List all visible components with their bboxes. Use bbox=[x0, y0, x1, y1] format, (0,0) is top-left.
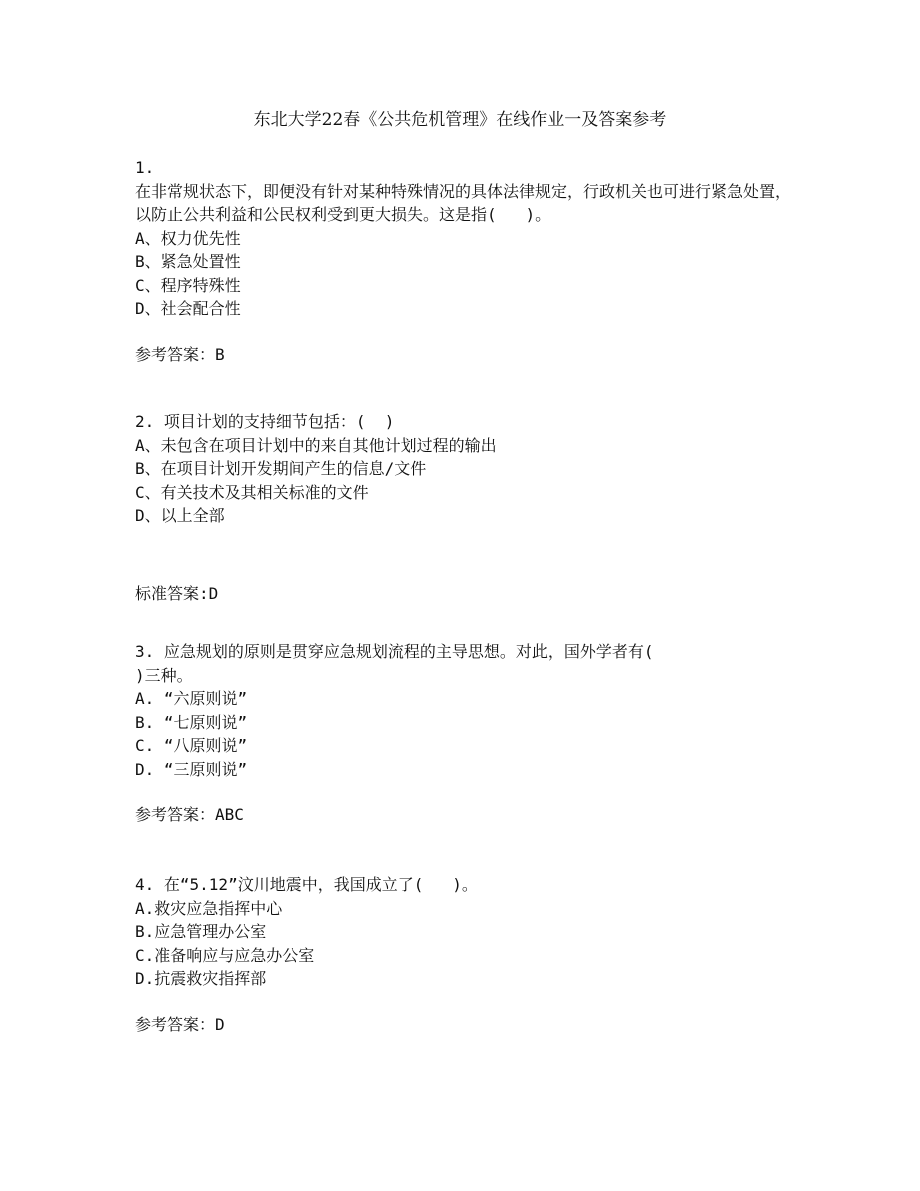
option-a: A.救灾应急指挥中心 bbox=[135, 898, 283, 918]
option-b: B.应急管理办公室 bbox=[135, 922, 267, 941]
answer: 标准答案:D bbox=[135, 583, 219, 603]
answer: 参考答案：ABC bbox=[135, 805, 244, 824]
option-d: D. “三原则说” bbox=[135, 759, 248, 779]
question-stem: 2. 项目计划的支持细节包括：( ) bbox=[135, 412, 395, 431]
option-d: D、社会配合性 bbox=[135, 299, 241, 318]
question-4 bbox=[135, 873, 805, 1036]
answer: 参考答案：D bbox=[135, 1014, 225, 1034]
question-2 bbox=[135, 410, 805, 605]
question-stem: 在非常规状态下，即便没有针对某种特殊情况的具体法律规定，行政机关也可进行紧急处置，以防止公共利益和公民权利受到更大损失。这是指( )。 bbox=[135, 181, 792, 224]
option-a: A、权力优先性 bbox=[135, 228, 241, 248]
question-number: 1. bbox=[135, 158, 155, 177]
option-c: C、程序特殊性 bbox=[135, 275, 241, 295]
option-c: C. “八原则说” bbox=[135, 736, 248, 755]
option-b: B. “七原则说” bbox=[135, 712, 248, 732]
question-stem: 3. 应急规划的原则是贯穿应急规划流程的主导思想。对此，国外学者有( )三种。 bbox=[135, 642, 654, 685]
question-1 bbox=[135, 156, 805, 366]
option-b: B、在项目计划开发期间产生的信息/文件 bbox=[135, 459, 427, 478]
option-a: A. “六原则说” bbox=[135, 689, 248, 708]
option-c: C.准备响应与应急办公室 bbox=[135, 945, 315, 965]
answer: 参考答案：B bbox=[135, 344, 225, 364]
question-3 bbox=[135, 640, 805, 827]
question-stem: 4. 在“5.12”汶川地震中，我国成立了( )。 bbox=[135, 875, 478, 894]
document-title: 东北大学22春《公共危机管理》在线作业一及答案参考 bbox=[253, 110, 667, 130]
option-c: C、有关技术及其相关标准的文件 bbox=[135, 482, 369, 502]
option-a: A、未包含在项目计划中的来自其他计划过程的输出 bbox=[135, 435, 497, 455]
option-d: D.抗震救灾指挥部 bbox=[135, 969, 267, 988]
option-d: D、以上全部 bbox=[135, 506, 225, 525]
option-b: B、紧急处置性 bbox=[135, 252, 241, 271]
